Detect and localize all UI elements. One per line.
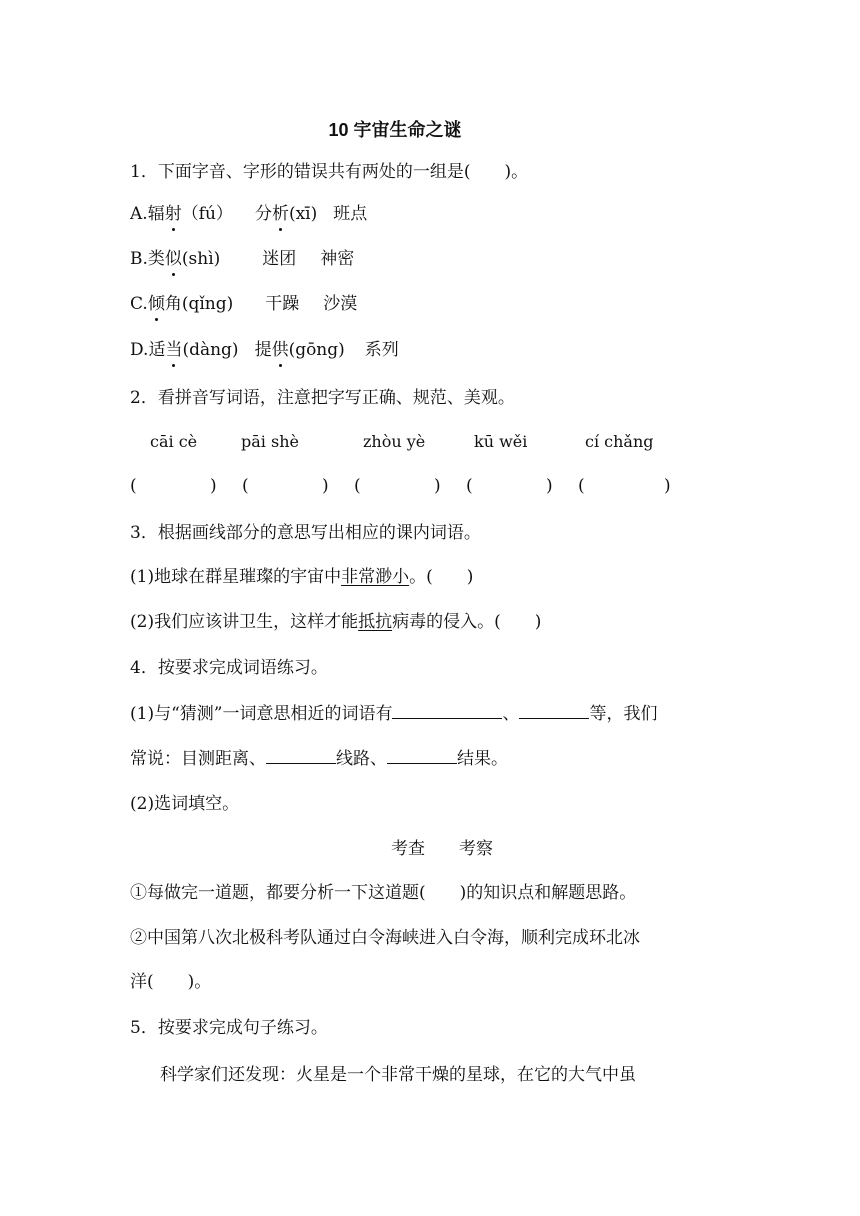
q4-part1-line2: 常说：目测距离、 线路、 结果。 [130, 749, 508, 769]
page-title: 10 宇宙生命之谜 [328, 120, 462, 140]
q3-sentence-2: (2)我们应该讲卫生，这样才能抵抗病毒的侵入。( ) [130, 612, 542, 632]
answer-blank[interactable]: ( [578, 476, 585, 496]
q4-sentence-2-cont: 洋( )。 [130, 972, 212, 992]
q4-part2-label: (2)选词填空。 [130, 794, 240, 814]
answer-blank[interactable]: ( [354, 476, 361, 496]
fill-blank[interactable] [266, 747, 336, 764]
q5-passage: 科学家们还发现：火星是一个非常干燥的星球，在它的大气中虽 [160, 1065, 636, 1085]
pinyin-item: pāi shè [241, 432, 299, 451]
q3-sentence-1: (1)地球在群星璀璨的宇宙中非常渺小。( ) [130, 567, 474, 587]
fill-blank[interactable] [387, 747, 457, 764]
fill-blank[interactable] [519, 702, 589, 719]
q1-option-d: D.适当(dàng) 提供(gōng) 系列 [130, 340, 399, 360]
q4-sentence-2: ②中国第八次北极科考队通过白令海峡进入白令海，顺利完成环北冰 [130, 928, 640, 948]
q1-option-c: C.倾角(qǐng) 干躁 沙漠 [130, 294, 358, 314]
q2-stem: 2．看拼音写词语，注意把字写正确、规范、美观。 [130, 388, 515, 408]
q5-stem: 5．按要求完成句子练习。 [130, 1018, 328, 1038]
pinyin-item: cāi cè [150, 432, 198, 451]
answer-blank[interactable]: ( [130, 476, 137, 496]
pinyin-item: zhòu yè [363, 432, 426, 451]
pinyin-item: kū wěi [474, 432, 528, 451]
answer-blank[interactable]: ( [242, 476, 249, 496]
q1-option-a: A.辐射（fú） 分析(xī) 班点 [130, 204, 368, 224]
q4-stem: 4．按要求完成词语练习。 [130, 658, 328, 678]
q3-stem: 3．根据画线部分的意思写出相应的课内词语。 [130, 523, 481, 543]
worksheet-page: 10 宇宙生命之谜 1．下面字音、字形的错误共有两处的一组是( )。 A.辐射（fú） 分析(xī) 班点 B.类似(shì) 迷团 神密 C.倾角(qǐng) 干躁 沙漠 D.适当(dàng) 提供(gōng) 系列 2．看拼音写词语，注意把字写正确、规范、美观。 cāi cè pāi shè zhòu yè kū wěi cí chǎng ( ) ( ) ( ) ( ) ( ) 3．根据画线部分的意思写出相应的课内词语。 (1)地球在群星璀璨的宇宙中非常渺小。( ) (2)我们应该讲卫生，这样才能抵抗病毒的侵入。( ) 4．按要求完成词语练习。 (1)与“猜测”一词意思相近的词语有 、 等，我们 常说：目测距离、 线路、 结果。 (2)选词填空。 考查 考察 ①每做完一道题，都要分析一下这道题( )的知识点和解题思路。 ②中国第八次北极科考队通过白令海峡进入白令海，顺利完成环北冰 洋( )。 5．按要求完成句子练习。 科学家们还发现：火星是一个非常干燥的星球，在它的大气中虽 [0, 0, 860, 1216]
q1-option-b: B.类似(shì) 迷团 神密 [130, 249, 355, 269]
q4-sentence-1: ①每做完一道题，都要分析一下这道题( )的知识点和解题思路。 [130, 883, 637, 903]
q4-part1-line1: (1)与“猜测”一词意思相近的词语有 、 等，我们 [130, 704, 658, 724]
answer-blank[interactable]: ( [466, 476, 473, 496]
q1-stem: 1．下面字音、字形的错误共有两处的一组是( )。 [130, 162, 529, 182]
pinyin-item: cí chǎng [585, 432, 654, 451]
q4-word-choices: 考查 考察 [391, 839, 493, 859]
fill-blank[interactable] [392, 702, 502, 719]
